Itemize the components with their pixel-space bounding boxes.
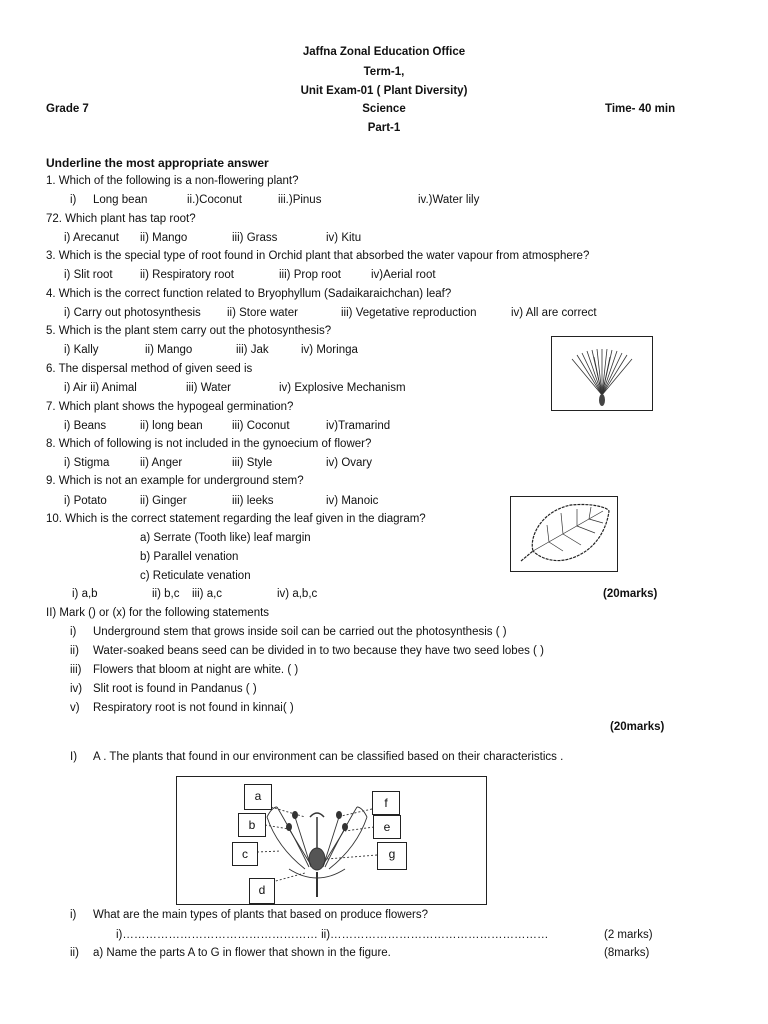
section-2-title: II) Mark () or (x) for the following statements — [46, 607, 270, 619]
q5-opt-iii: iii) Jak — [236, 344, 269, 356]
q6-opt-i: i) Air ii) Animal — [64, 382, 137, 394]
q1-opt-ii: ii.)Coconut — [187, 194, 242, 206]
q2-opt-i: i) Arecanut — [64, 232, 119, 244]
q3-opt-iv: iv)Aerial root — [371, 269, 436, 281]
question-10: 10. Which is the correct statement regarding the leaf given in the diagram? — [46, 513, 426, 525]
s3-q2: a) Name the parts A to G in flower that shown in the figure. — [93, 947, 391, 959]
q4-opt-iv: iv) All are correct — [511, 307, 597, 319]
question-2: 72. Which plant has tap root? — [46, 213, 196, 225]
instruction: Underline the most appropriate answer — [46, 156, 269, 170]
q2-opt-iii: iii) Grass — [232, 232, 278, 244]
s3-q1-marks: (2 marks) — [604, 929, 653, 941]
question-1: 1. Which of the following is a non-flowering plant? — [46, 175, 299, 187]
s2-item-4-num: iv) — [70, 683, 83, 695]
q9-opt-ii: ii) Ginger — [140, 495, 187, 507]
q10-statement-a: a) Serrate (Tooth like) leaf margin — [140, 532, 311, 544]
q5-opt-ii: ii) Mango — [145, 344, 193, 356]
q7-opt-i: i) Beans — [64, 420, 107, 432]
q6-opt-iii: iii) Water — [186, 382, 231, 394]
q5-opt-i: i) Kally — [64, 344, 99, 356]
office-title: Jaffna Zonal Education Office — [302, 46, 466, 58]
q7-opt-ii: ii) long bean — [140, 420, 203, 432]
q8-opt-iv: iv) Ovary — [326, 457, 372, 469]
q10-opt-i: i) a,b — [72, 588, 98, 600]
leaf-figure — [510, 496, 618, 572]
question-6: 6. The dispersal method of given seed is — [46, 363, 253, 375]
s2-item-3: Flowers that bloom at night are white. ( ) — [93, 664, 299, 676]
s3-q1-num: i) — [70, 909, 77, 921]
q2-opt-ii: ii) Mango — [140, 232, 188, 244]
q1-opt-i-text: Long bean — [93, 194, 148, 206]
s2-item-5-num: v) — [70, 702, 80, 714]
section-2-marks: (20marks) — [610, 721, 665, 733]
q3-opt-iii: iii) Prop root — [279, 269, 341, 281]
part1-marks: (20marks) — [603, 588, 658, 600]
flower-figure — [176, 776, 487, 905]
label-e: e — [373, 815, 401, 839]
serrate-leaf-icon — [511, 497, 617, 571]
label-d: d — [249, 878, 275, 904]
q8-opt-ii: ii) Anger — [140, 457, 183, 469]
q4-opt-ii: ii) Store water — [227, 307, 298, 319]
q1-opt-iv: iv.)Water lily — [418, 194, 480, 206]
s2-item-2-num: ii) — [70, 645, 79, 657]
s3-q1: What are the main types of plants that based on produce flowers? — [93, 909, 428, 921]
s3-q2-marks: (8marks) — [604, 947, 650, 959]
section-3-intro: A . The plants that found in our environment can be classified based on their characteristics . — [93, 751, 564, 763]
q9-opt-i: i) Potato — [64, 495, 107, 507]
s2-item-3-num: iii) — [70, 664, 82, 676]
subject-label: Science — [362, 103, 406, 115]
label-f: f — [372, 791, 400, 815]
q7-opt-iv: iv)Tramarind — [326, 420, 391, 432]
label-b: b — [238, 813, 266, 837]
grade-label: Grade 7 — [46, 103, 89, 115]
q10-statement-b: b) Parallel venation — [140, 551, 239, 563]
q1-opt-iii: iii.)Pinus — [278, 194, 322, 206]
q8-opt-iii: iii) Style — [232, 457, 273, 469]
section-3-num: I) — [70, 751, 78, 763]
q3-opt-ii: ii) Respiratory root — [140, 269, 234, 281]
question-8: 8. Which of following is not included in the gynoecium of flower? — [46, 438, 372, 450]
time-label: Time- 40 min — [605, 103, 676, 115]
q7-opt-iii: iii) Coconut — [232, 420, 290, 432]
label-c: c — [232, 842, 258, 866]
q4-opt-i: i) Carry out photosynthesis — [64, 307, 201, 319]
q8-opt-i: i) Stigma — [64, 457, 110, 469]
q10-opt-iv: iv) a,b,c — [277, 588, 318, 600]
part-label: Part-1 — [367, 122, 401, 134]
q5-opt-iv: iv) Moringa — [301, 344, 358, 356]
s2-item-4: Slit root is found in Pandanus ( ) — [93, 683, 257, 695]
s3-q1-answer-line: i)…………………………………………… ii)………………………………………………… — [116, 929, 549, 941]
question-4: 4. Which is the correct function related to Bryophyllum (Sadaikaraichchan) leaf? — [46, 288, 452, 300]
q1-opt-i: i) — [70, 194, 77, 206]
q10-opt-ii: ii) b,c — [152, 588, 180, 600]
q10-opt-iii: iii) a,c — [192, 588, 223, 600]
exam-title: Unit Exam-01 ( Plant Diversity) — [300, 85, 468, 97]
q4-opt-iii: iii) Vegetative reproduction — [341, 307, 477, 319]
label-g: g — [377, 842, 407, 870]
question-5: 5. Which is the plant stem carry out the photosynthesis? — [46, 325, 332, 337]
term-label: Term-1, — [363, 66, 405, 78]
s3-q2-num: ii) — [70, 947, 79, 959]
q2-opt-iv: iv) Kitu — [326, 232, 362, 244]
question-7: 7. Which plant shows the hypogeal germination? — [46, 401, 294, 413]
label-a: a — [244, 784, 272, 810]
q6-opt-iv: iv) Explosive Mechanism — [279, 382, 406, 394]
q3-opt-i: i) Slit root — [64, 269, 113, 281]
s2-item-2: Water-soaked beans seed can be divided in to two because they have two seed lobes ( ) — [93, 645, 544, 657]
s2-item-5: Respiratory root is not found in kinnai( ) — [93, 702, 294, 714]
seed-figure — [551, 336, 653, 411]
question-3: 3. Which is the special type of root found in Orchid plant that absorbed the water vapour from atmosphere? — [46, 250, 590, 262]
q10-statement-c: c) Reticulate venation — [140, 570, 251, 582]
s2-item-1-num: i) — [70, 626, 77, 638]
q9-opt-iv: iv) Manoic — [326, 495, 379, 507]
s2-item-1: Underground stem that grows inside soil can be carried out the photosynthesis ( ) — [93, 626, 507, 638]
flower-section-icon — [177, 777, 486, 904]
q9-opt-iii: iii) leeks — [232, 495, 274, 507]
question-9: 9. Which is not an example for underground stem? — [46, 475, 304, 487]
dispersal-seed-icon — [552, 337, 652, 410]
